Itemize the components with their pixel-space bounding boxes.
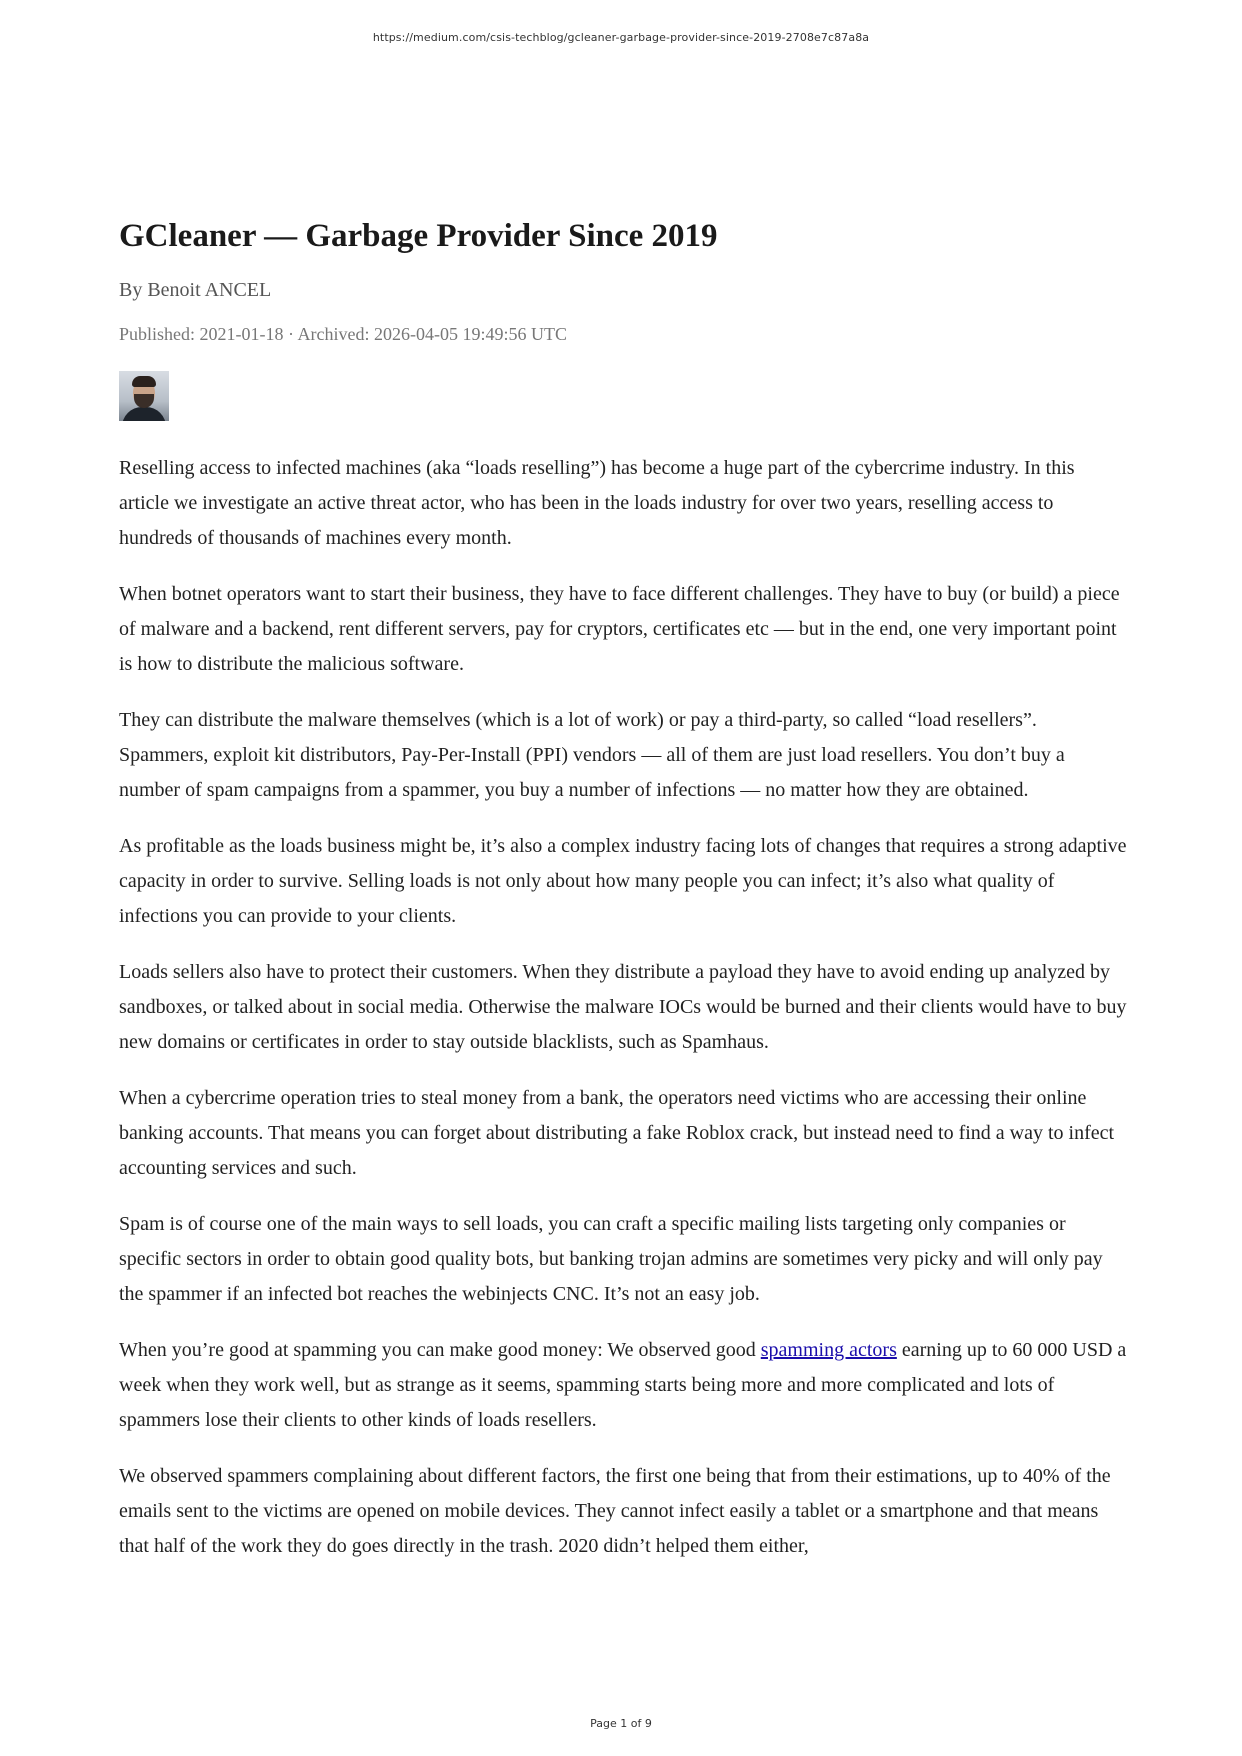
avatar-beard (134, 394, 154, 408)
paragraph-8 (119, 1333, 1129, 1438)
spamming-actors-link[interactable]: spamming actors (760, 1339, 897, 1361)
publish-meta: Published: 2021-01-18 · Archived: 2026-04-05 19:49:56 UTC (119, 324, 567, 344)
paragraph-2: When botnet operators want to start their business, they have to face different challenges. They have to buy (or build) a piece of malware and a backend, rent different servers, pay for cryptors, certificates etc — but in the end, one very important point is how to distribute the malicious software. (119, 583, 1120, 675)
paragraph-8-before: When you’re good at spamming you can make good money: We observed good (119, 1339, 761, 1361)
page-number: Page 1 of 9 (590, 1717, 652, 1730)
paragraph-5: Loads sellers also have to protect their customers. When they distribute a payload they have to avoid ending up analyzed by sandboxes, or talked about in social media. Otherwise the malware IOCs would be burned and their clients would have to buy new domains or certificates in order to stay outside blacklists, such as Spamhaus. (119, 961, 1127, 1053)
paragraph-1: Reselling access to infected machines (aka “loads reselling”) has become a huge part of the cybercrime industry. In this article we investigate an active threat actor, who has been in the loads industry for over two years, reselling access to hundreds of thousands of machines every month. (119, 457, 1075, 549)
paragraph-9: We observed spammers complaining about different factors, the first one being that from their estimations, up to 40% of the emails sent to the victims are opened on mobile devices. They cannot infect easily a tablet or a smartphone and that means that half of the work they do goes directly in the trash. 2020 didn’t helped them either, (119, 1465, 1111, 1557)
article-body (119, 451, 1129, 1564)
paragraph-6: When a cybercrime operation tries to steal money from a bank, the operators need victims who are accessing their online banking accounts. That means you can forget about distributing a fake Roblox crack, but instead need to find a way to infect accounting services and such. (119, 1087, 1115, 1179)
paragraph-7: Spam is of course one of the main ways to sell loads, you can craft a specific mailing lists targeting only companies or specific sectors in order to obtain good quality bots, but banking trojan admins are sometimes very picky and will only pay the spammer if an infected bot reaches the webinjects CNC. It’s not an easy job. (119, 1213, 1103, 1305)
paragraph-3: They can distribute the malware themselves (which is a lot of work) or pay a third-party, so called “load resellers”. Spammers, exploit kit distributors, Pay-Per-Install (PPI) vendors — all of them are just load resellers. You don’t buy a number of spam campaigns from a spammer, you buy a number of infections — no matter how they are obtained. (119, 709, 1065, 801)
article-title: GCleaner — Garbage Provider Since 2019 (119, 218, 718, 254)
avatar-hair (132, 376, 156, 387)
paragraph-4: As profitable as the loads business might be, it’s also a complex industry facing lots of changes that requires a strong adaptive capacity in order to survive. Selling loads is not only about how many people you can infect; it’s also what quality of infections you can provide to your clients. (119, 835, 1127, 927)
avatar-shoulders (122, 407, 166, 421)
author-avatar (119, 371, 169, 421)
page-url-header: https://medium.com/csis-techblog/gcleaner-garbage-provider-since-2019-2708e7c87a8a (372, 31, 870, 44)
article (119, 210, 1129, 1585)
author-byline: By Benoit ANCEL (119, 279, 272, 301)
paragraph-8-after: earning up to 60 000 USD a week when they work well, but as strange as it seems, spamming starts being more and more complicated and lots of spammers lose their clients to other kinds of loads resellers. (119, 1339, 1127, 1431)
